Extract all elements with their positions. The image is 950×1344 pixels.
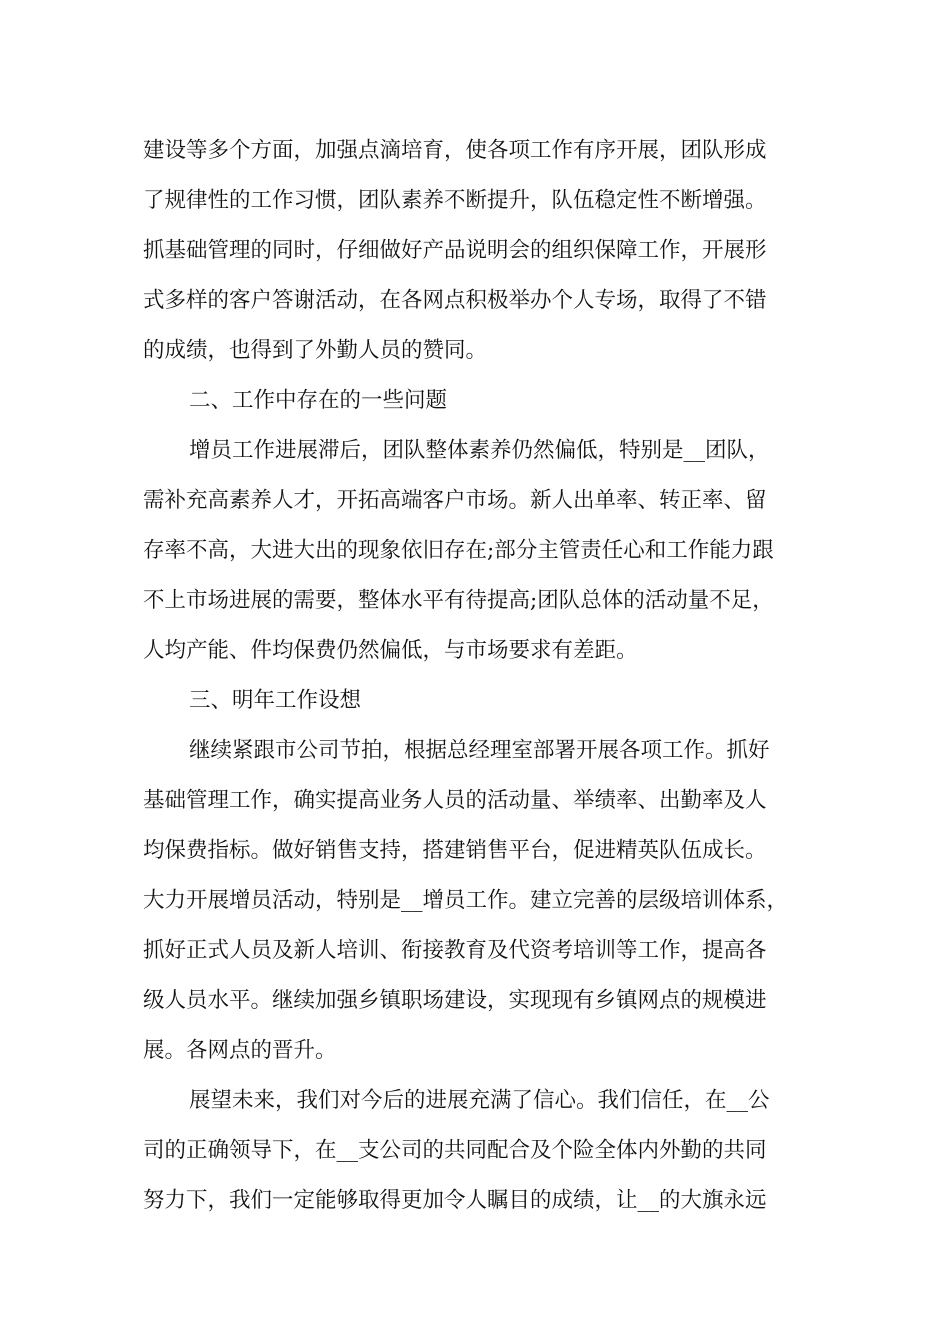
text-line-3: 抓基础管理的同时，仔细做好产品说明会的组织保障工作，开展形 <box>143 238 767 263</box>
text-line-5: 的成绩，也得到了外勤人员的赞同。 <box>143 338 488 363</box>
text-line-11: 人均产能、件均保费仍然偏低，与市场要求有差距。 <box>143 638 638 663</box>
text-line-7: 增员工作进展滞后，团队整体素养仍然偏低，特别是__团队， <box>189 438 770 463</box>
text-line-10: 不上市场进展的需要，整体水平有待提高;团队总体的活动量不足， <box>143 588 774 613</box>
text-line-21: 司的正确领导下，在__支公司的共同配合及个险全体内外勤的共同 <box>143 1138 767 1163</box>
section-heading-problems: 二、工作中存在的一些问题 <box>189 388 448 413</box>
text-line-22: 努力下，我们一定能够取得更加令人瞩目的成绩，让__的大旗永远 <box>143 1188 767 1213</box>
text-line-4: 式多样的客户答谢活动，在各网点积极举办个人专场，取得了不错 <box>143 288 767 313</box>
text-line-13: 继续紧跟市公司节拍，根据总经理室部署开展各项工作。抓好 <box>189 738 770 763</box>
text-line-18: 级人员水平。继续加强乡镇职场建设，实现现有乡镇网点的规模进 <box>143 988 767 1013</box>
document-body <box>143 126 823 1226</box>
text-line-9: 存率不高，大进大出的现象依旧存在;部分主管责任心和工作能力跟 <box>143 538 774 563</box>
text-line-20: 展望未来，我们对今后的进展充满了信心。我们信任，在__公 <box>189 1088 770 1113</box>
text-line-8: 需补充高素养人才，开拓高端客户市场。新人出单率、转正率、留 <box>143 488 767 513</box>
text-line-17: 抓好正式人员及新人培训、衔接教育及代资考培训等工作，提高各 <box>143 938 767 963</box>
section-heading-next-year: 三、明年工作设想 <box>189 688 362 713</box>
text-line-1: 建设等多个方面，加强点滴培育，使各项工作有序开展，团队形成 <box>143 138 767 163</box>
text-line-15: 均保费指标。做好销售支持，搭建销售平台，促进精英队伍成长。 <box>143 838 767 863</box>
text-line-2: 了规律性的工作习惯，团队素养不断提升，队伍稳定性不断增强。 <box>143 188 767 213</box>
text-line-19: 展。各网点的晋升。 <box>143 1038 337 1063</box>
text-line-16: 大力开展增员活动，特别是__增员工作。建立完善的层级培训体系， <box>143 888 789 913</box>
text-line-14: 基础管理工作，确实提高业务人员的活动量、举绩率、出勤率及人 <box>143 788 767 813</box>
